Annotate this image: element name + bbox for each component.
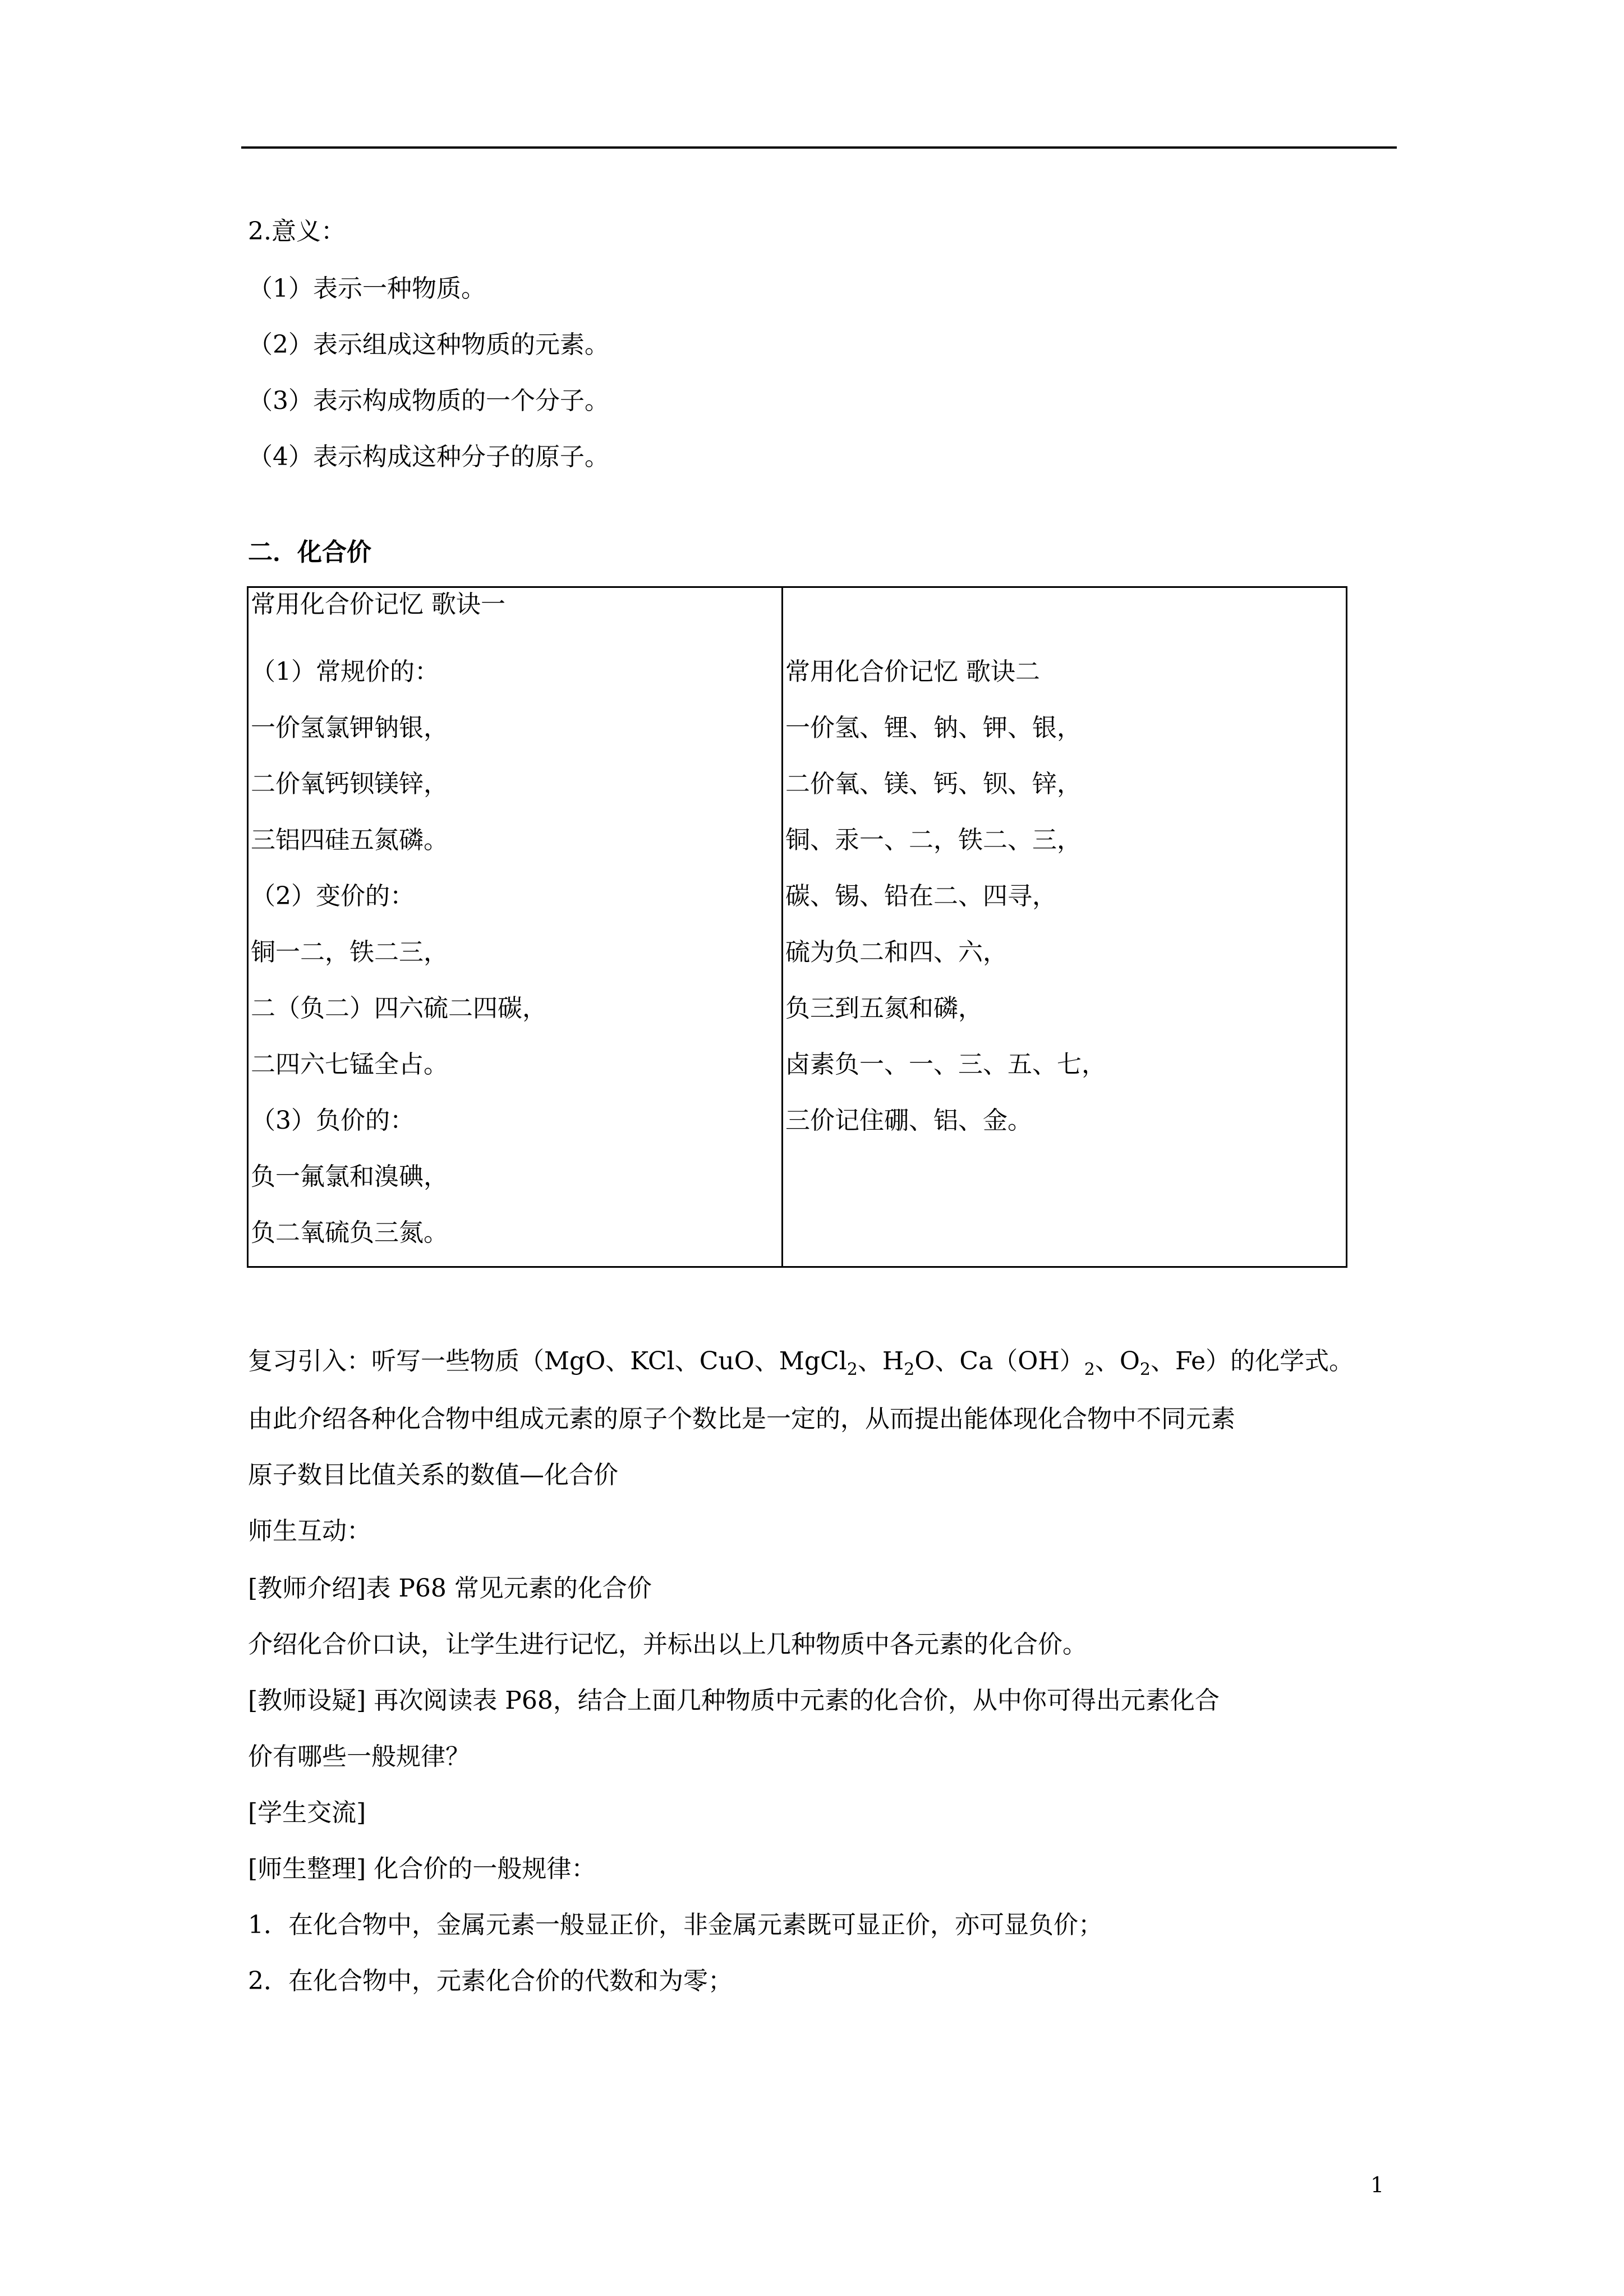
paragraph: [师生整理] 化合价的一般规律： <box>248 1855 596 1883</box>
rhyme-two-line: 三价记住硼、铝、金。 <box>785 1106 1032 1135</box>
review-text: 、O <box>1094 1347 1140 1375</box>
rhyme-two-line: 硫为负二和四、六， <box>785 938 1007 967</box>
meaning-item-4: （4）表示构成这种分子的原子。 <box>248 443 609 471</box>
rhyme-one-line: 铜一二，铁二三， <box>251 938 448 967</box>
rhyme-one-line: （3）负价的： <box>251 1106 415 1135</box>
page-number: 1 <box>1370 2173 1384 2197</box>
review-text: 、H <box>857 1347 904 1375</box>
paragraph: 原子数目比值关系的数值—化合价 <box>248 1461 618 1489</box>
rhyme-two-line: 负三到五氮和磷， <box>785 994 983 1023</box>
subscript: 2 <box>1084 1360 1095 1379</box>
section-title: 二．化合价 <box>248 538 371 567</box>
paragraph: 1．在化合物中，金属元素一般显正价，非金属元素既可显正价，亦可显负价； <box>248 1911 1103 1939</box>
paragraph: 介绍化合价口诀，让学生进行记忆，并标出以上几种物质中各元素的化合价。 <box>248 1630 1087 1659</box>
rhyme-two-line: 铜、汞一、二，铁二、三， <box>785 826 1082 854</box>
meaning-title: 2.意义： <box>248 217 346 246</box>
meaning-item-1: （1）表示一种物质。 <box>248 274 486 303</box>
paragraph: 价有哪些一般规律？ <box>248 1742 470 1771</box>
subscript: 2 <box>846 1360 858 1379</box>
paragraph: [教师设疑] 再次阅读表 P68，结合上面几种物质中元素的化合价，从中你可得出元素化合 <box>248 1686 1220 1715</box>
header-rule <box>241 146 1397 149</box>
paragraph: 2．在化合物中，元素化合价的代数和为零； <box>248 1967 733 1995</box>
rhyme-two-line: 碳、锡、铅在二、四寻， <box>785 882 1057 910</box>
review-text: O、Ca（OH） <box>914 1347 1084 1375</box>
review-text: 复习引入：听写一些物质（MgO、KCl、CuO、MgCl <box>248 1347 847 1375</box>
meaning-item-2: （2）表示组成这种物质的元素。 <box>248 330 609 359</box>
rhyme-column-one <box>248 587 783 1267</box>
rhyme-two-line: 常用化合价记忆 歌诀二 <box>785 657 1040 686</box>
rhyme-one-line: 负二氧硫负三氮。 <box>251 1218 448 1247</box>
rhyme-two-line: 一价氢、锂、钠、钾、银， <box>785 714 1082 742</box>
paragraph: [学生交流] <box>248 1798 366 1827</box>
rhyme-one-line: 常用化合价记忆 歌诀一 <box>251 590 505 619</box>
meaning-item-3: （3）表示构成物质的一个分子。 <box>248 386 609 415</box>
rhyme-two-line <box>783 588 1346 644</box>
review-text: 、Fe）的化学式。 <box>1151 1347 1354 1375</box>
rhyme-one-line: 三铝四硅五氮磷。 <box>251 826 448 854</box>
rhyme-one-line: 负一氟氯和溴碘， <box>251 1162 448 1191</box>
rhyme-two-line: 二价氧、镁、钙、钡、锌， <box>785 770 1082 798</box>
rhyme-one-line: 一价氢氯钾钠银， <box>251 714 448 742</box>
subscript: 2 <box>904 1360 915 1379</box>
subscript: 2 <box>1139 1360 1151 1379</box>
rhyme-column-two <box>783 587 1347 1267</box>
valence-rhyme-table <box>247 586 1347 1268</box>
paragraph: [教师介绍]表 P68 常见元素的化合价 <box>248 1574 652 1603</box>
rhyme-one-line: 二价氧钙钡镁锌， <box>251 770 448 798</box>
paragraph: 师生互动： <box>248 1517 371 1545</box>
rhyme-two-line: 卤素负一、一、三、五、七， <box>785 1050 1106 1079</box>
rhyme-one-line: （1）常规价的： <box>251 657 439 686</box>
rhyme-one-line: 二四六七锰全占。 <box>251 1050 448 1079</box>
rhyme-one-line: 二（负二）四六硫二四碳， <box>251 994 547 1023</box>
review-intro <box>248 1345 1354 1387</box>
paragraph: 由此介绍各种化合物中组成元素的原子个数比是一定的，从而提出能体现化合物中不同元素 <box>248 1405 1235 1433</box>
rhyme-one-line: （2）变价的： <box>251 882 415 910</box>
